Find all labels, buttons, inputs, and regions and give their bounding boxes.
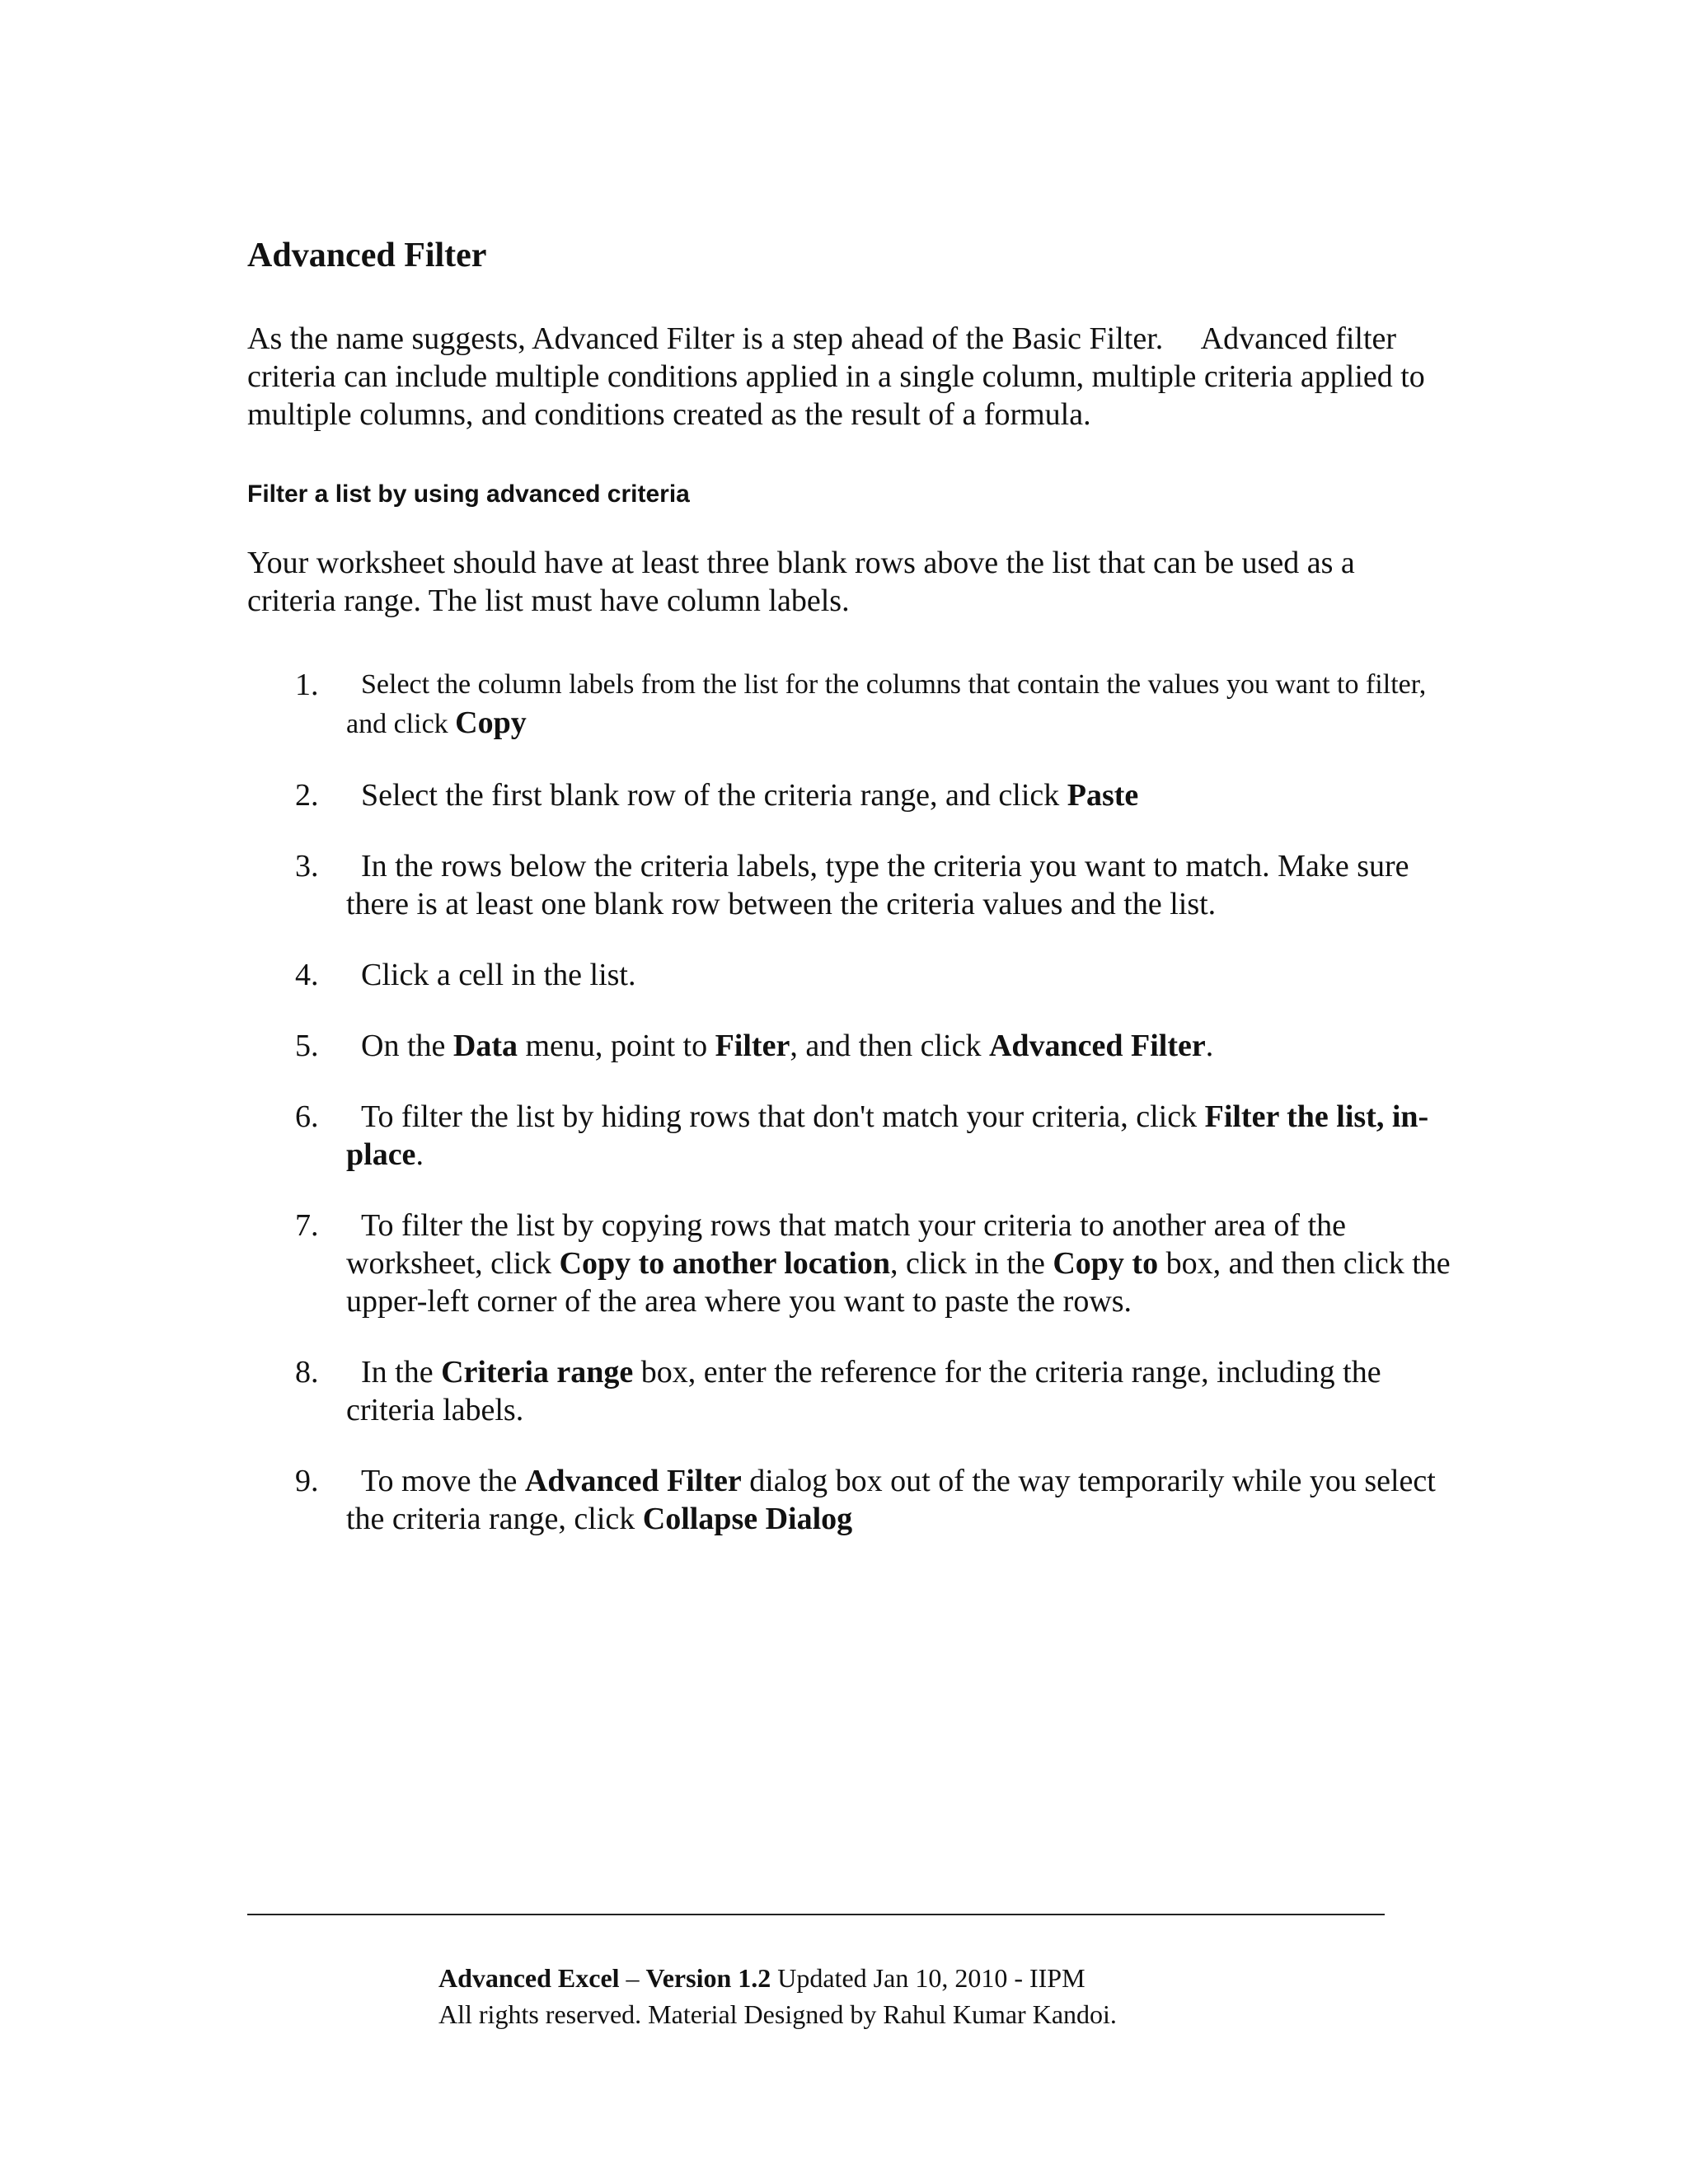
step-bold-term: Filter (715, 1029, 790, 1063)
step-bold-term: Copy (455, 705, 527, 740)
step-text-part: . (415, 1137, 424, 1172)
footer-line-1 (438, 1960, 1117, 1996)
step-text-part: , click in the (890, 1246, 1053, 1281)
step-text (346, 847, 1467, 923)
step-item-5 (247, 1027, 1467, 1065)
step-text-part: dialog box out of the way temporarily while you select the criteria range, click (346, 1464, 1436, 1536)
step-text-part: To move the (361, 1464, 525, 1498)
step-item-9 (247, 1462, 1467, 1538)
step-text (346, 1098, 1467, 1174)
intro-paragraph: As the name suggests, Advanced Filter is a step ahead of the Basic Filter. Advanced filter criteria can include multiple conditions applied in a single column, multiple criteria applied to multiple columns, and conditions created as the result of a formula. (247, 321, 1433, 432)
footer-divider (247, 1914, 1385, 1915)
step-bold-term: Advanced Filter (524, 1464, 742, 1498)
step-text (346, 1462, 1467, 1538)
step-bold-term: Criteria range (441, 1355, 634, 1390)
footer-line-2: All rights reserved. Material Designed by Rahul Kumar Kandoi. (438, 1999, 1117, 2029)
steps-list (247, 666, 1467, 1571)
step-text-part: box, and then click the upper-left corner of the area where you want to paste the rows. (346, 1246, 1451, 1319)
page-footer (438, 1960, 1117, 2032)
step-number: 2. (295, 778, 319, 813)
step-text-part: To filter the list by copying rows that match your criteria to another area of the worksheet, click (346, 1208, 1346, 1281)
step-text-part: box, enter the reference for the criteria range, including the criteria labels. (346, 1355, 1381, 1427)
step-number: 3. (295, 849, 319, 883)
step-item-7 (247, 1207, 1467, 1320)
step-item-2 (247, 776, 1467, 814)
step-number: 5. (295, 1029, 319, 1063)
step-text-part: menu, point to (517, 1029, 715, 1063)
step-text-part: In the rows below the criteria labels, type the criteria you want to match. Make sure there is at least one blank row between the criteria values and the list. (346, 849, 1409, 921)
section-heading: Filter a list by using advanced criteria (247, 480, 690, 508)
step-bold-term: Data (452, 1029, 518, 1063)
step-item-4 (247, 956, 1467, 994)
step-item-3 (247, 847, 1467, 923)
step-text (346, 1027, 1467, 1065)
step-number: 1. (295, 668, 319, 702)
step-number: 9. (295, 1464, 319, 1498)
footer-updated: Updated Jan 10, 2010 - IIPM (771, 1963, 1085, 1993)
footer-dash: – (619, 1963, 646, 1993)
step-number: 6. (295, 1099, 319, 1134)
step-text-part: In the (361, 1355, 442, 1390)
footer-bold-title: Advanced Excel (438, 1963, 620, 1993)
step-text-part: Click a cell in the list. (361, 958, 636, 992)
step-text-part: On the (361, 1029, 453, 1063)
step-item-1 (247, 666, 1467, 743)
step-bold-term: Filter the list, in-place (346, 1099, 1429, 1172)
step-item-8 (247, 1353, 1467, 1429)
step-text (346, 666, 1467, 743)
step-number: 7. (295, 1208, 319, 1243)
step-bold-term: Copy to another location (559, 1246, 890, 1281)
step-number: 8. (295, 1355, 319, 1390)
step-number: 4. (295, 958, 319, 992)
step-text-part: Select the first blank row of the criteria range, and click (361, 778, 1067, 813)
step-text-part: , and then click (790, 1029, 989, 1063)
step-text-part: . (1205, 1029, 1214, 1063)
step-text-part: Select the column labels from the list for the columns that contain the values you want to filter, and click (346, 669, 1427, 739)
step-text-part: To filter the list by hiding rows that don't match your criteria, click (361, 1099, 1205, 1134)
step-bold-term: Advanced Filter (988, 1029, 1206, 1063)
step-text (346, 776, 1467, 814)
step-text (346, 956, 1467, 994)
step-bold-term: Copy to (1053, 1246, 1159, 1281)
step-text (346, 1207, 1467, 1320)
requirements-paragraph: Your worksheet should have at least three blank rows above the list that can be used as a criteria range. The list must have column labels. (247, 546, 1355, 618)
step-bold-term: Collapse Dialog (642, 1502, 853, 1536)
step-text (346, 1353, 1467, 1429)
footer-bold-version: Version 1.2 (645, 1963, 771, 1993)
step-bold-term: Paste (1067, 778, 1139, 813)
page-title: Advanced Filter (247, 237, 487, 274)
step-item-6 (247, 1098, 1467, 1174)
